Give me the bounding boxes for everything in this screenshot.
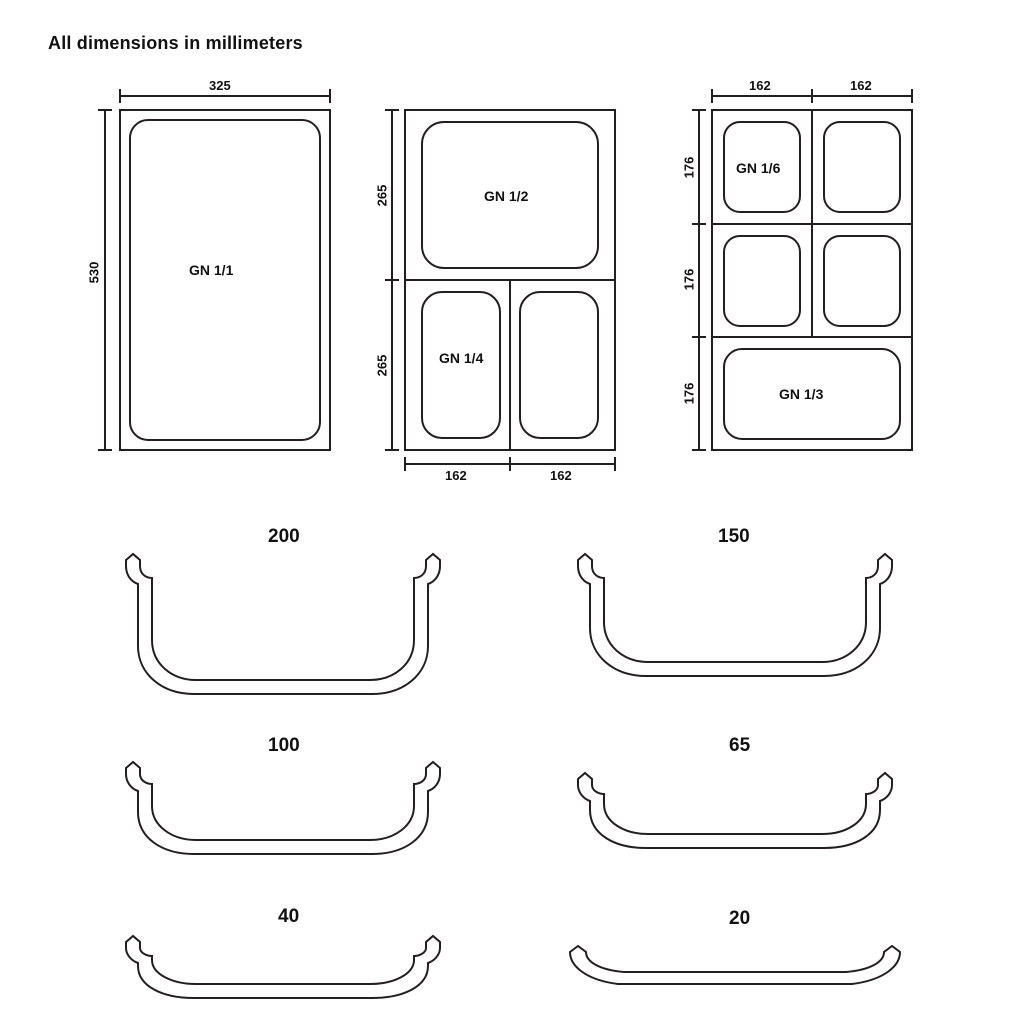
dim-176-upper-left: 176	[681, 156, 697, 179]
dim-162-top-left: 162	[749, 78, 771, 93]
depth-profile-100	[126, 762, 440, 854]
dim-265-lower-left: 265	[374, 354, 390, 377]
depth-label-40: 40	[278, 906, 300, 927]
depth-label-100: 100	[268, 735, 300, 756]
dim-162-top-right: 162	[850, 78, 872, 93]
depth-label-200: 200	[268, 526, 300, 547]
depth-profile-65	[578, 773, 892, 848]
depth-label-20: 20	[729, 908, 751, 929]
depth-profile-20	[570, 946, 900, 984]
depth-profile-40	[126, 936, 440, 998]
dim-325-top: 325	[209, 78, 231, 93]
group-gn-1-2-1-4	[385, 110, 615, 471]
page-title: All dimensions in millimeters	[48, 33, 303, 53]
dim-162-bottom-left: 162	[445, 468, 467, 483]
pan-label-gn-1-1: GN 1/1	[189, 262, 234, 278]
dim-176-middle-left: 176	[681, 268, 697, 291]
pan-label-gn-1-6: GN 1/6	[736, 160, 781, 176]
depth-label-150: 150	[718, 526, 750, 547]
dim-530-left: 530	[86, 261, 102, 284]
pan-label-gn-1-2: GN 1/2	[484, 188, 529, 204]
depth-profile-200	[126, 554, 440, 694]
dim-162-bottom-right: 162	[550, 468, 572, 483]
pan-label-gn-1-3: GN 1/3	[779, 386, 824, 402]
pan-label-gn-1-4: GN 1/4	[439, 350, 484, 366]
dim-265-upper-left: 265	[374, 184, 390, 207]
depth-profile-150	[578, 554, 892, 676]
dim-176-lower-left: 176	[681, 382, 697, 405]
depth-label-65: 65	[729, 735, 751, 756]
